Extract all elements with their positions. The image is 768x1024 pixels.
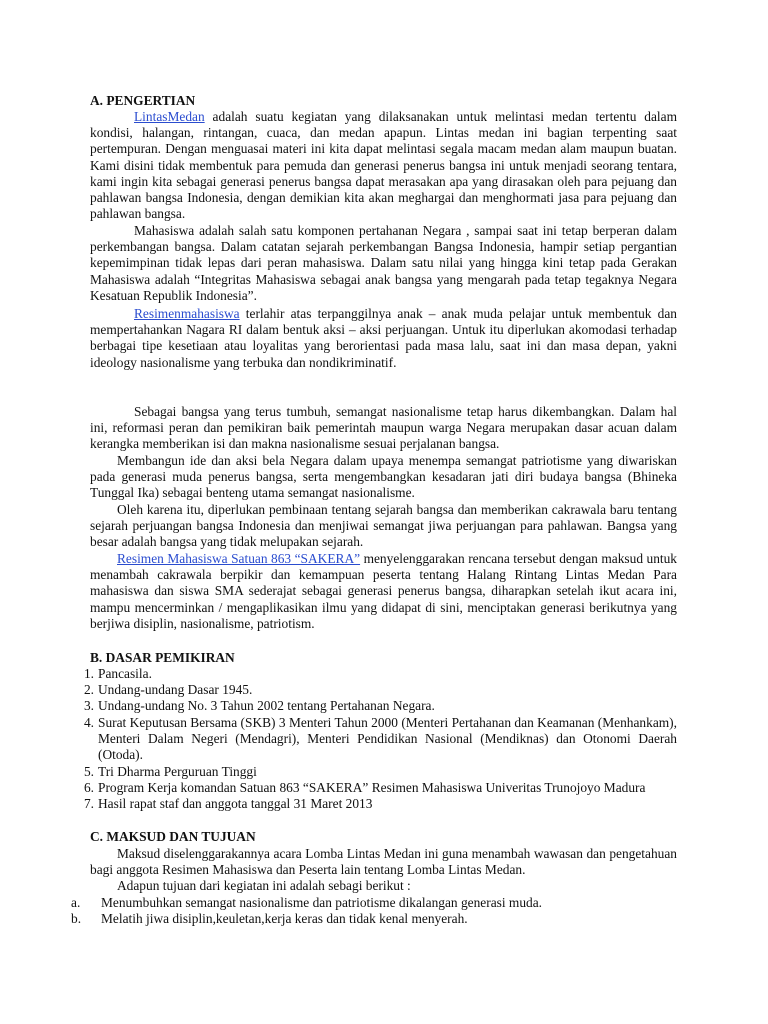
list-item-text: Undang-undang Dasar 1945.	[98, 682, 253, 697]
section-c-heading: C. MAKSUD DAN TUJUAN	[90, 829, 256, 844]
paragraph-2-text: Mahasiswa adalah salah satu komponen pertahanan Negara , sampai saat ini tetap berperan dalam perkembangan bangsa. Dalam catatan sejarah perkembangan Bangsa Indonesia, hampir setiap pergantian kepemimpinan tidak lepas dari peran mahasiswa. Dalam satu nilai yang hingga kini tetap pada Gerakan Mahasiswa adalah “Integritas Mahasiswa sebagai anak bangsa yang mengarah pada tetap tegaknya Negara Kesatuan Republik Indonesia”.	[90, 223, 677, 303]
resimen-mahasiswa-link[interactable]: Resimenmahasiswa	[134, 306, 240, 321]
section-c-paragraph-2	[90, 878, 677, 894]
list-item-number: 7.	[83, 796, 94, 811]
list-item-number: 6.	[83, 780, 94, 795]
section-a-heading: A. PENGERTIAN	[90, 93, 196, 108]
paragraph-4-text: Sebagai bangsa yang terus tumbuh, semangat nasionalisme tetap harus dikembangkan. Dalam hal ini, reformasi peran dan pemikiran baik pemerintah maupun warga Negara merupakan dasar acuan dalam kerangka memberikan isi dan makna nasionalisme sesuai perjalanan bangsa.	[90, 404, 677, 452]
maksud-text: Maksud diselenggarakannya acara Lomba Lintas Medan ini guna menambah wawasan dan pengetahuan bagi anggota Resimen Mahasiswa dan Peserta lain tentang Lomba Lintas Medan.	[90, 846, 677, 878]
section-c-paragraph-1	[90, 846, 677, 878]
section-a-paragraph-2	[90, 223, 677, 304]
list-item-number: 1.	[83, 666, 94, 681]
paragraph-1-text: adalah suatu kegiatan yang dilaksanakan untuk melintasi medan tertentu dalam kondisi, halangan, rintangan, cuaca, dan medan apapun. Lintas medan ini bagian terpenting saat pertempuran. Dengan menguasai materi ini kita dapat melintasi segala macam medan alam maupun buatan. Kami disini tidak membentuk para pemuda dan generasi penerus bangsa ini untuk menjadi seorang tentara, kami ingin kita sebagai generasi penerus bangsa dapat merasakan apa yang dirasakan oleh para pejuang dan pahlawan bangsa Indonesia, dengan demikian kita akan meghargai dan menghormati jasa para pejuang dan pahlawan bangsa.	[90, 109, 677, 222]
list-item-text: Hasil rapat staf dan anggota tanggal 31 Maret 2013	[98, 796, 373, 811]
section-a-paragraph-3	[90, 306, 677, 371]
list-item-number: 3.	[83, 698, 94, 713]
section-a-paragraph-7	[90, 551, 677, 632]
paragraph-3-text: terlahir atas terpanggilnya anak – anak muda pelajar untuk membentuk dan mempertahankan Nagara RI dalam bentuk aksi – aksi perjuangan. Untuk itu diperlukan akomodasi terhadap berbagai tipe kesetiaan atau loyalitas yang berorientasi pada masa lalu, saat ini dan masa depan, yakni ideology nasionalisme yang terbuka dan nondikriminatif.	[90, 306, 677, 370]
list-item-label: b.	[71, 911, 82, 926]
list-item-text: Menumbuhkan semangat nasionalisme dan patriotisme dikalangan generasi muda.	[101, 895, 543, 910]
list-item-text: Undang-undang No. 3 Tahun 2002 tentang Pertahanan Negara.	[98, 698, 435, 713]
list-item-number: 5.	[83, 764, 94, 779]
list-item-text: Surat Keputusan Bersama (SKB) 3 Menteri Tahun 2000 (Menteri Pertahanan dan Keamanan (Menhankam), Menteri Dalam Negeri (Mendagri), Menteri Pendidikan Nasional (Mendiknas) dan Otonomi Daerah (Otoda).	[98, 715, 677, 763]
list-item-number: 4.	[83, 715, 94, 730]
list-item-text: Melatih jiwa disiplin,keuletan,kerja keras dan tidak kenal menyerah.	[101, 911, 468, 926]
paragraph-5-text: Membangun ide dan aksi bela Negara dalam upaya menempa semangat patriotisme yang diwariskan pada generasi muda penerus bangsa, serta mengembangkan kesadaran jati diri budaya bangsa (Bhineka Tunggal Ika) sebagai benteng utama semangat nasionalisme.	[90, 453, 677, 501]
list-item-text: Program Kerja komandan Satuan 863 “SAKERA” Resimen Mahasiswa Univeritas Trunojoyo Madura	[98, 780, 646, 795]
list-item-text: Tri Dharma Perguruan Tinggi	[98, 764, 257, 779]
section-a-paragraph-6	[90, 502, 677, 551]
list-item-text: Pancasila.	[98, 666, 152, 681]
lintas-medan-link[interactable]: LintasMedan	[134, 109, 205, 124]
tujuan-intro-text: Adapun tujuan dari kegiatan ini adalah sebagi berikut :	[117, 878, 411, 893]
paragraph-6-text: Oleh karena itu, diperlukan pembinaan tentang sejarah bangsa dan memberikan cakrawala baru tentang sejarah perjuangan bangsa Indonesia dan menjiwai semangat jiwa perjuangan para pahlawan. Bangsa yang besar adalah bangsa yang tidak melupakan sejarah.	[90, 502, 677, 550]
section-a-paragraph-1	[90, 109, 677, 222]
section-b-heading: B. DASAR PEMIKIRAN	[90, 650, 235, 665]
list-item-number: 2.	[83, 682, 94, 697]
paragraph-7-text: menyelenggarakan rencana tersebut dengan maksud untuk menambah cakrawala berpikir dan kemampuan peserta tentang Halang Rintang Lintas Medan Para mahasiswa dan siswa SMA sederajat sebagai generasi penerus bangsa, diharapkan setelah ikut acara ini, mampu mencerminkan / mengaplikasikan ilmu yang didapat di sini, menciptakan generasi berikutnya yang berjiwa disiplin, nasionalisme, patriotism.	[90, 551, 678, 631]
section-a-paragraph-5	[90, 453, 677, 502]
section-a-paragraph-4	[90, 404, 677, 453]
resimen-sakera-link[interactable]: Resimen Mahasiswa Satuan 863 “SAKERA”	[117, 551, 361, 566]
list-item-label: a.	[71, 895, 81, 910]
